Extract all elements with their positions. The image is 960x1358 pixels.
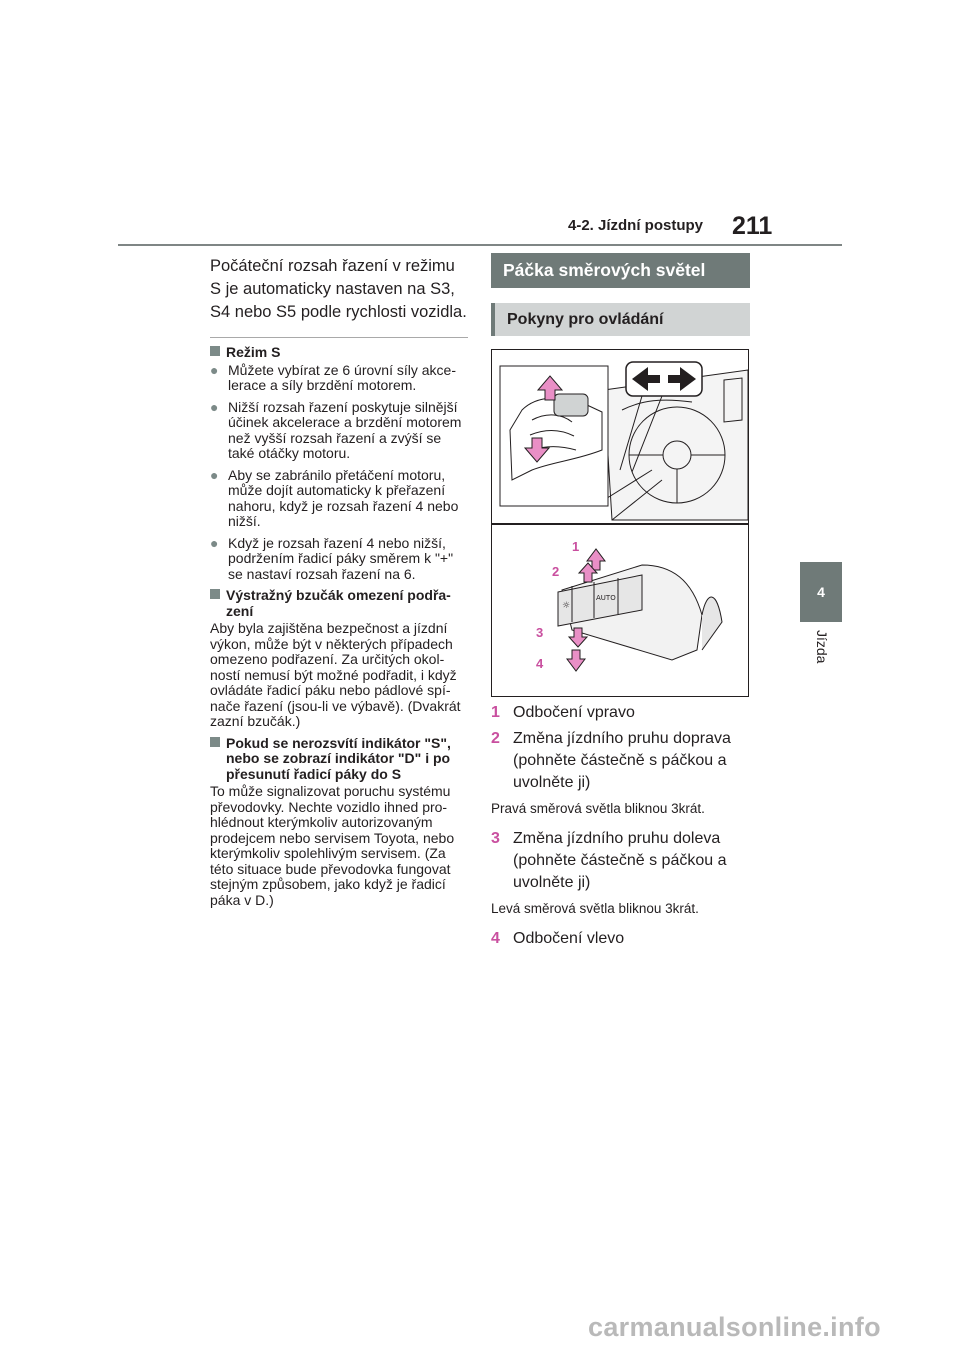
intro-paragraph: Počáteční rozsah řazení v režimu S je automaticky nastaven na S3, S4 nebo S5 podle rychlosti vozidla. <box>210 257 467 321</box>
svg-text:☼: ☼ <box>562 601 571 611</box>
section-title: Páčka směrových světel <box>491 253 750 288</box>
svg-text:AUTO: AUTO <box>596 594 616 602</box>
step-note: Levá směrová světla bliknou 3krát. <box>491 901 699 916</box>
step-item: 4 Odbočení vlevo <box>491 930 625 947</box>
step-item: 2 Změna jízdního pruhu doprava (pohněte částečně s páčkou a uvolněte ji) <box>491 730 731 791</box>
chapter-tab[interactable] <box>800 562 842 622</box>
square-bullet-icon <box>210 589 220 599</box>
header-rule <box>118 244 842 246</box>
list-item: ● Nižší rozsah řazení poskytuje silnější účinek akcelerace a brzdění motorem než vyšší rozsah řazení a zvýší se také otáčky motoru. <box>210 398 462 461</box>
list-item: ● Když je rozsah řazení 4 nebo nižší, podržením řadicí páky směrem k "+" se nastaví rozsah řazení na 6. <box>210 534 454 582</box>
square-bullet-icon <box>210 346 220 356</box>
circle-bullet-icon: ● <box>210 466 219 483</box>
chapter-label: Jízda <box>814 630 830 664</box>
page-number: 211 <box>732 212 773 240</box>
circle-bullet-icon: ● <box>210 398 219 415</box>
figure-label-4: 4 <box>536 656 544 671</box>
square-bullet-icon <box>210 737 220 747</box>
list-item: ● Můžete vybírat ze 6 úrovní síly akce-lerace a síly brzdění motorem. <box>210 361 456 393</box>
watermark: carmanualsonline.info <box>588 1312 881 1342</box>
turn-signal-figure <box>491 349 749 697</box>
arrow-full-down-icon <box>567 650 585 671</box>
subsection-title: Pokyny pro ovládání <box>491 303 750 336</box>
steps-list <box>491 702 753 954</box>
circle-bullet-icon: ● <box>210 361 219 378</box>
lever-illustration <box>558 565 722 660</box>
chapter-number: 4 <box>817 584 825 600</box>
circle-bullet-icon: ● <box>210 534 219 551</box>
step-item: 1 Odbočení vpravo <box>491 704 635 721</box>
figure-label-1: 1 <box>572 539 580 554</box>
divider <box>210 337 468 338</box>
subheading: Výstražný bzučák omezení podřa-zení <box>210 588 468 619</box>
figure-label-2: 2 <box>552 564 560 579</box>
left-content <box>210 345 468 914</box>
figure-drawing <box>492 350 748 696</box>
subheading: Režim S <box>210 345 468 361</box>
step-note: Pravá směrová světla bliknou 3krát. <box>491 801 705 816</box>
list-item: ● Aby se zabránilo přetáčení motoru, může dojít automaticky k přeřazení nahoru, když je rozsah řazení 4 nebo nižší. <box>210 466 459 529</box>
step-item: 3 Změna jízdního pruhu doleva (pohněte částečně s páčkou a uvolněte ji) <box>491 830 727 891</box>
paragraph: To může signalizovat poruchu systému převodovky. Nechte vozidlo ihned pro-hlédnout kterýmkoliv autorizovaným prodejcem nebo servisem Toyota, nebo kterýmkoliv spolehlivým servisem. (Za této situace bude převodovka fungovat stejným způsobem, jako když je řadicí páka v D.) <box>210 783 455 908</box>
subheading: Pokud se nerozsvítí indikátor "S", nebo se zobrazí indikátor "D" i po přesunutí řadicí páky do S <box>210 736 468 783</box>
section-header: 4-2. Jízdní postupy <box>568 217 704 234</box>
paragraph: Aby byla zajištěna bezpečnost a jízdní výkon, může být v některých případech omezeno podřazení. Za určitých okol-ností nemusí být možné podřadit, i když ovládáte řadicí páku nebo pádlové spí-nače řazení (jsou-li ve výbavě). (Dvakrát zazní bzučák.) <box>210 620 461 729</box>
figure-label-3: 3 <box>536 625 544 640</box>
